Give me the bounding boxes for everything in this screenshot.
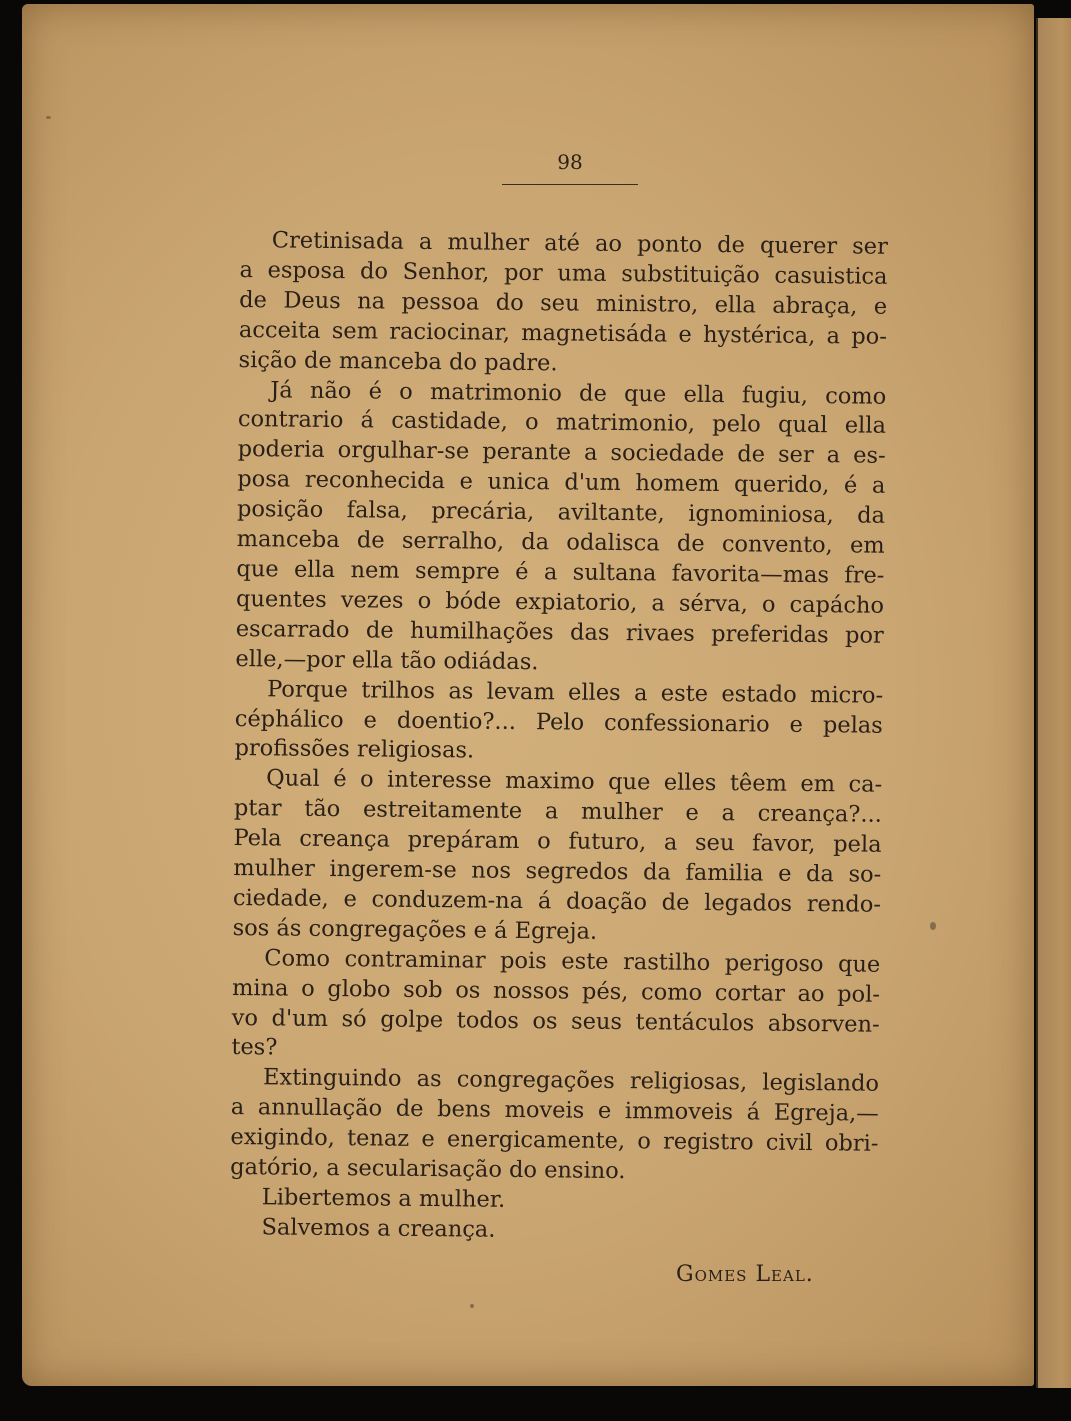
text-line: vo d'um só golpe todos os seus tentáculos absorven- xyxy=(231,1004,880,1038)
text-line: posa reconhecida e unica d'um homem querido, é a xyxy=(237,466,886,500)
paragraph-5 xyxy=(231,944,880,1070)
page-number: 98 xyxy=(557,150,583,174)
text-line: tes? xyxy=(231,1034,278,1061)
text-line: Pela creança prepáram o futuro, a seu favor, pela xyxy=(233,825,882,858)
text-line: a annullação de bens moveis e immoveis á Egreja,— xyxy=(230,1094,879,1128)
body-text xyxy=(229,226,888,1250)
paper-speck xyxy=(46,116,51,119)
text-line: Salvemos a creança. xyxy=(261,1214,496,1243)
text-line: Qual é o interesse maximo que elles têem em ca- xyxy=(266,765,883,799)
paragraph-3 xyxy=(234,675,883,771)
paper-speck xyxy=(470,1304,474,1308)
adjacent-page-edge xyxy=(1036,18,1071,1388)
text-line: de Deus na pessoa do seu ministro, ella abraça, e xyxy=(239,286,888,320)
text-line: elle,—por ella tão odiádas. xyxy=(235,645,539,675)
text-line: sição de manceba do padre. xyxy=(238,346,558,376)
text-line: céphálico e doentio?... Pelo confessionario e pelas xyxy=(234,705,883,739)
paragraph-4 xyxy=(232,764,882,950)
text-line: profissões religiosas. xyxy=(234,735,475,764)
paper-speck xyxy=(930,922,936,930)
text-line: gatório, a secularisação do ensino. xyxy=(230,1154,626,1185)
text-line: escarrado de humilhações das rivaes preferidas por xyxy=(235,615,884,649)
text-line: mina o globo sob os nossos pés, como cortar ao pol- xyxy=(231,974,881,1008)
text-line: ciedade, e conduzem-na á doação de legados rendo- xyxy=(232,884,882,918)
text-line: posição falsa, precária, aviltante, ignominiosa, da xyxy=(236,496,886,529)
paragraph-6 xyxy=(230,1063,879,1189)
text-line: Cretinisada a mulher até ao ponto de querer ser xyxy=(271,227,888,260)
text-line: Porque trilhos as levam elles a este estado micro- xyxy=(267,675,884,709)
text-line: Extinguindo as congregações religiosas, legislando xyxy=(262,1064,880,1098)
author-signature: Gomes Leal. xyxy=(676,1262,814,1287)
paragraph-2 xyxy=(235,376,886,682)
paragraph-1 xyxy=(238,226,888,382)
text-line: poderia orgulhar-se perante a sociedade de ser a es- xyxy=(237,436,886,470)
text-line: ptar tão estreitamente a mulher e a creança?... xyxy=(233,795,883,828)
text-line: contrario á castidade, o matrimonio, pelo qual ella xyxy=(237,406,887,440)
text-line: Já não é o matrimonio de que ella fugiu, como xyxy=(270,376,887,410)
text-line: que ella nem sempre é a sultana favorita—mas fre- xyxy=(236,555,885,589)
header-rule xyxy=(502,184,638,185)
text-line: mulher ingerem-se nos segredos da familia e da so- xyxy=(233,854,882,888)
text-line: exigindo, tenaz e energicamente, o registro civil obri- xyxy=(230,1124,879,1157)
text-line: quentes vezes o bóde expiatorio, a sérva, o capácho xyxy=(235,585,885,619)
text-line: sos ás congregações e á Egreja. xyxy=(232,914,598,945)
text-line: manceba de serralho, da odalisca de convento, em xyxy=(236,526,885,559)
text-line: Como contraminar pois este rastilho perigoso que xyxy=(264,945,881,978)
text-line: acceita sem raciocinar, magnetisáda e hystérica, a po- xyxy=(238,316,888,350)
text-line: a esposa do Senhor, por uma substituição casuistica xyxy=(239,256,888,290)
text-line: Libertemos a mulher. xyxy=(261,1184,506,1213)
